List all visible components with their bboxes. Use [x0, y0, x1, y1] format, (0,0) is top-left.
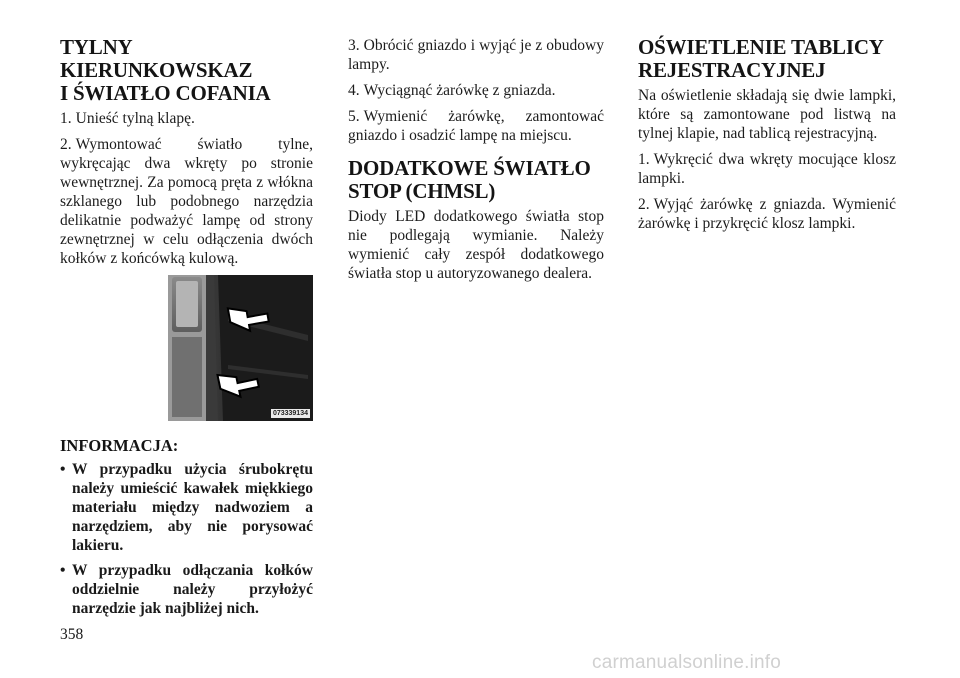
step-5 [348, 107, 604, 145]
title-line-2: I ŚWIATŁO COFANIA [60, 81, 271, 105]
title-line-1: TYLNY KIERUNKOWSKAZ [60, 35, 253, 82]
step-text: Wyjąć żarówkę z gniazda. Wymienić żarówkę i przykręcić klosz lampki. [638, 196, 896, 232]
step-text: Unieść tylną klapę. [75, 110, 195, 127]
figure-code: 073339134 [272, 410, 308, 417]
step-number: 2. [60, 136, 72, 153]
section-title-chmsl [348, 157, 604, 203]
info-heading: INFORMACJA: [60, 436, 179, 455]
step-text: Wymontować światło tylne, wykręcając dwa wkręty po stronie wewnętrznej. Za pomocą pręta z włókna szklanego lub podobnego narzędzia delikatnie podważyć lampę od strony zewnętrznej w celu odłączenia dwóch kołków z końcówką kulową. [60, 136, 313, 267]
title-line-2: STOP (CHMSL) [348, 179, 496, 203]
column-left [60, 36, 313, 624]
step-number: 3. [348, 37, 360, 54]
watermark: carmanualsonline.info [592, 652, 782, 673]
column-middle [348, 36, 604, 290]
step-number: 1. [60, 110, 72, 127]
bullet: • [60, 461, 66, 478]
info-item-text: W przypadku odłączania kołków oddzielnie należy przyłożyć narzędzie jak najbliżej nich. [72, 562, 313, 617]
column-right [638, 36, 896, 240]
step-1 [638, 150, 896, 188]
step-number: 1. [638, 151, 650, 168]
section-title-license-lamp [638, 36, 896, 82]
chmsl-body: Diody LED dodatkowego światła stop nie podlegają wymianie. Należy wymienić cały zespół dodatkowego światła stop u autoryzowanego dealera. [348, 208, 604, 282]
section-title-tail-lamp [60, 36, 313, 105]
info-item [60, 561, 313, 618]
step-number: 2. [638, 196, 650, 213]
title-line-1: DODATKOWE ŚWIATŁO [348, 156, 591, 180]
tail-lamp-photo [168, 275, 313, 421]
step-text: Wykręcić dwa wkręty mocujące klosz lampki. [638, 151, 896, 187]
step-number: 4. [348, 82, 360, 99]
step-2 [60, 135, 313, 268]
info-list [60, 460, 313, 618]
step-4 [348, 81, 604, 100]
tail-lamp-illustration [168, 275, 313, 421]
info-item [60, 460, 313, 555]
step-3 [348, 36, 604, 74]
bullet: • [60, 562, 66, 579]
license-lamp-body: Na oświetlenie składają się dwie lampki, które są zamontowane pod listwą na tylnej klapie, nad tablicą rejestracyjną. [638, 87, 896, 142]
step-1 [60, 109, 313, 128]
title-line-1: OŚWIETLENIE TABLICY [638, 35, 884, 59]
step-2 [638, 195, 896, 233]
step-text: Obrócić gniazdo i wyjąć je z obudowy lampy. [348, 37, 604, 73]
step-text: Wyciągnąć żarówkę z gniazda. [363, 82, 556, 99]
step-text: Wymienić żarówkę, zamontować gniazdo i osadzić lampę na miejscu. [348, 108, 604, 144]
title-line-2: REJESTRACYJNEJ [638, 58, 826, 82]
page-number: 358 [60, 626, 84, 643]
info-item-text: W przypadku użycia śrubokrętu należy umieścić kawałek miękkiego materiału między nadwoziem a narzędziem, aby nie porysować lakieru. [72, 461, 313, 554]
step-number: 5. [348, 108, 360, 125]
